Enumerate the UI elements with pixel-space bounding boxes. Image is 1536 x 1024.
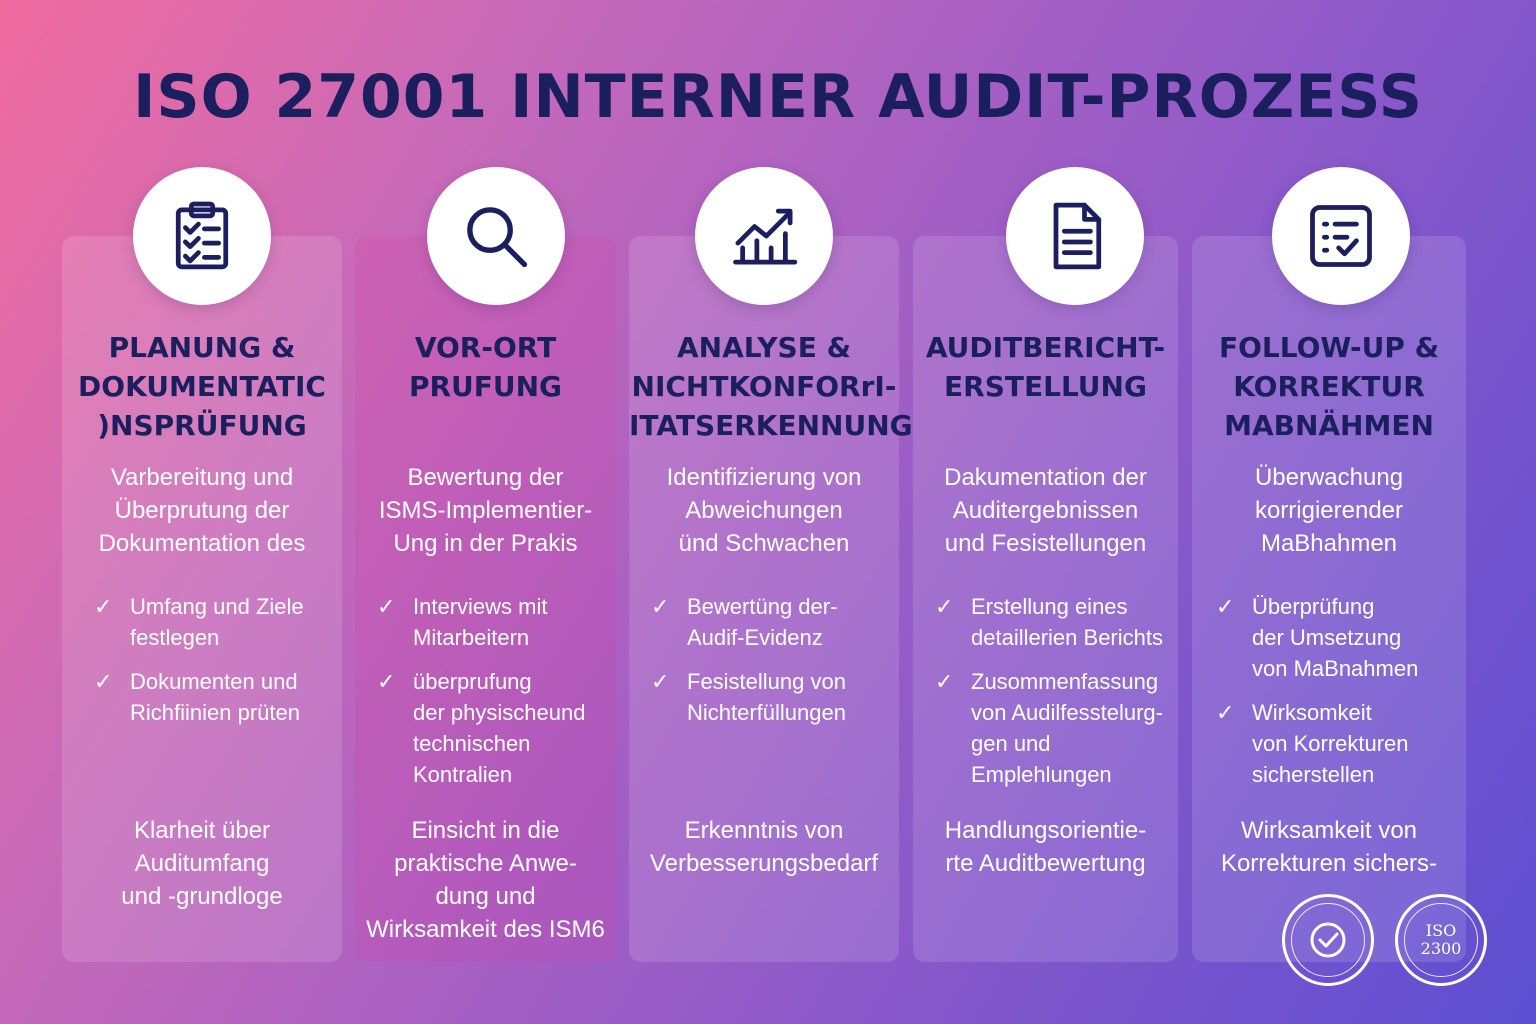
column-description: Varbereitung und Überprutung der Dokumentation des [98, 464, 306, 557]
seal-text: 2300 [1420, 939, 1462, 958]
checkmark-icon: ✓ [935, 669, 954, 694]
checkmark-icon: ✓ [651, 594, 670, 619]
list-item: ✓ überprufung der physischeund technischen Kontralien [377, 666, 606, 790]
column-result: Erkenntnis von Verbesserungsbedarf [649, 817, 879, 877]
column-heading: PLANUNG & DOKUMENTATIC )NSPRÜFUNG [78, 331, 326, 442]
checkmark-icon: ✓ [1216, 700, 1235, 725]
list-item: ✓ Bewertüng der- Audif-Evidenz [651, 591, 889, 653]
list-item: ✓ Interviews mit Mitarbeitern [377, 591, 606, 653]
check-seal-icon [1282, 894, 1374, 986]
column-result: Einsicht in die praktische Anwe- dung und Wirksamkeit des ISM6 [366, 817, 605, 943]
list-item: ✓ Dokumenten und Richfiinien prüten [94, 666, 332, 728]
column-description: Identifizierung von Abweichungen ünd Schwachen [666, 464, 862, 557]
checklist [651, 591, 889, 741]
column-heading: VOR-ORT PRUFUNG [408, 331, 563, 403]
chart-growth-icon [695, 167, 833, 305]
checklist-check-icon [1272, 167, 1410, 305]
checkmark-icon: ✓ [94, 594, 113, 619]
checklist [377, 591, 606, 803]
column-result: Handlungsorientie- rte Auditbewertung [944, 817, 1147, 877]
checklist [94, 591, 332, 741]
list-item: ✓ Erstellung eines detaillerien Berichts [935, 591, 1168, 653]
column-description: Überwachung korrigierender MaBhahmen [1254, 464, 1404, 557]
column-planning [62, 236, 342, 962]
list-item: ✓ Überprüfung der Umsetzung von MaBnahmen [1216, 591, 1456, 684]
checkmark-icon: ✓ [651, 669, 670, 694]
checkmark-icon: ✓ [94, 669, 113, 694]
column-heading: ANALYSE & NICHTKONFORrI- ITATSERKENNUNG [629, 331, 913, 442]
column-followup [1192, 236, 1466, 962]
checklist [1216, 591, 1456, 803]
clipboard-checklist-icon [133, 167, 271, 305]
checkmark-icon: ✓ [377, 594, 396, 619]
list-item: ✓ Wirksomkeit von Korrekturen sicherstellen [1216, 697, 1456, 790]
checklist [935, 591, 1168, 803]
list-item: ✓ Fesistellung von Nichterfüllungen [651, 666, 889, 728]
column-heading: AUDITBERICHT- ERSTELLUNG [925, 331, 1166, 403]
seal-text: ISO [1425, 921, 1457, 940]
column-heading: FOLLOW-UP & KORREKTUR MABNÄHMEN [1218, 331, 1440, 442]
column-result: Klarheit über Auditumfang und -grundloge [121, 817, 283, 910]
iso-seal-icon [1395, 894, 1487, 986]
column-description: Dakumentation der Auditergebnissen und Fesistellungen [944, 464, 1147, 557]
magnifier-icon [427, 167, 565, 305]
column-result: Wirksamkeit von Korrekturen sichers- [1220, 817, 1438, 877]
list-item: ✓ Umfang und Ziele festlegen [94, 591, 332, 653]
column-analysis [629, 236, 913, 962]
checkmark-icon: ✓ [377, 669, 396, 694]
checkmark-icon: ✓ [1216, 594, 1235, 619]
checkmark-icon: ✓ [935, 594, 954, 619]
list-item: ✓ Zusommenfassung von Audilfesstelurg- gen und Emplehlungen [935, 666, 1168, 790]
certification-seals [1280, 890, 1500, 1000]
column-description: Bewertung der ISMS-Implementier- Ung in der Prakis [378, 464, 593, 557]
column-onsite [355, 236, 616, 962]
page-title: ISO 27001 INTERNER AUDIT-PROZESS [133, 62, 1423, 132]
document-icon [1006, 167, 1144, 305]
column-report [913, 236, 1178, 962]
